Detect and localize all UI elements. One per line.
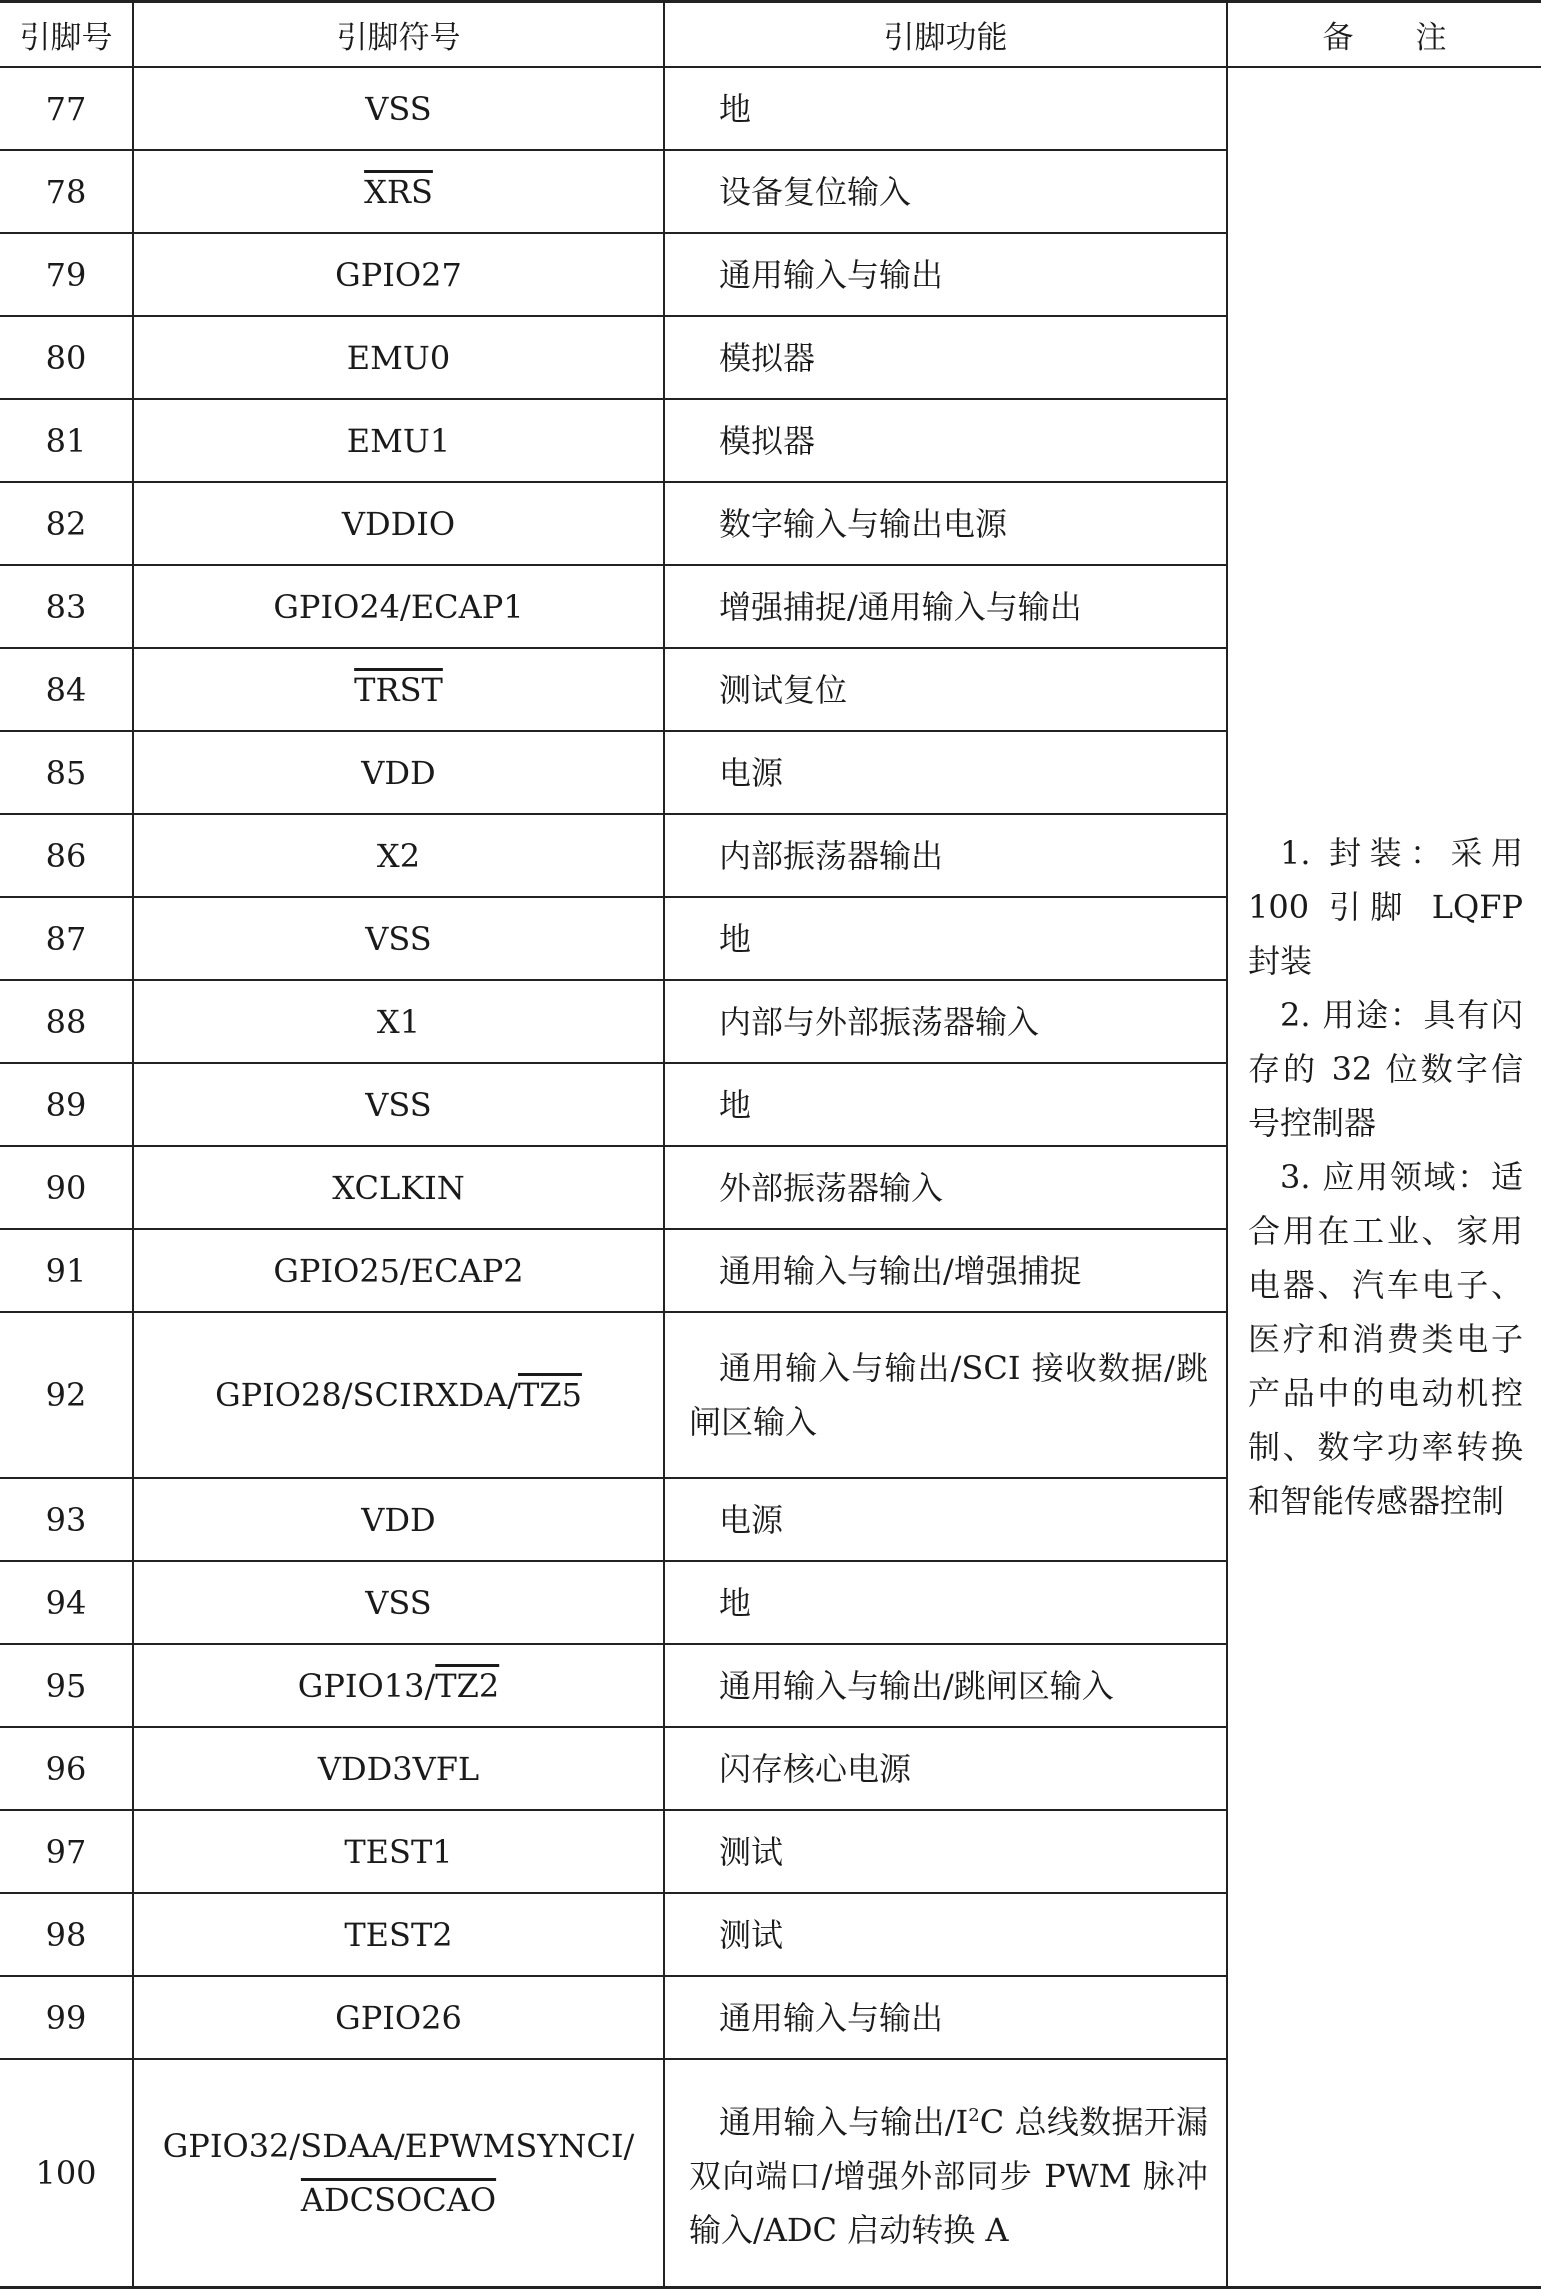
- active-low-symbol: TZ5: [518, 1376, 582, 1414]
- pin-symbol-cell: VSS: [365, 919, 432, 958]
- pin-number-cell: 83: [45, 587, 87, 626]
- pin-symbol-cell: VDDIO: [341, 504, 456, 543]
- header-pin-function: 引脚功能: [883, 20, 1008, 56]
- pin-function-cell: 数字输入与输出电源: [719, 504, 1008, 543]
- pin-number-cell: 88: [45, 1002, 87, 1041]
- pin-number-cell: 82: [45, 504, 87, 543]
- pin-number-cell: 84: [45, 670, 87, 709]
- pin-symbol-cell: X2: [376, 836, 421, 875]
- header-pin-number: 引脚号: [19, 20, 113, 56]
- remark-item: 3. 应用领域：适合用在工业、家用电器、汽车电子、医疗和消费类电子产品中的电动机控制、数字功率转换和智能传感器控制: [1248, 1158, 1523, 1520]
- pin-number-cell: 77: [45, 89, 87, 128]
- pin-symbol-cell: TEST1: [344, 1832, 453, 1871]
- symbol-part: GPIO13/: [297, 1666, 436, 1705]
- pin-symbol-cell: [134, 1313, 663, 1477]
- pin-symbol-cell: EMU1: [346, 421, 451, 460]
- pin-symbol-cell: VDD: [361, 1500, 436, 1539]
- pin-symbol-cell: GPIO27: [335, 255, 462, 294]
- pin-symbol-cell: TEST2: [344, 1915, 453, 1954]
- pin-symbol-cell: X1: [376, 1002, 421, 1041]
- function-part: C 总线数据开漏双向端口/增强外部同步 PWM 脉冲输入/ADC 启动转换 A: [689, 2103, 1208, 2249]
- pin-symbol-cell: EMU0: [346, 338, 451, 377]
- pin-function-cell: 外部振荡器输入: [719, 1168, 944, 1207]
- symbol-part: GPIO32/SDAA/EPWMSYNCI/: [162, 2127, 635, 2165]
- rule-bottom: [0, 2286, 1541, 2289]
- pin-symbol-cell: VDD3VFL: [317, 1749, 480, 1788]
- pin-function-cell: 通用输入与输出/增强捕捉: [719, 1251, 1082, 1290]
- pin-number-cell: 95: [45, 1666, 87, 1705]
- function-part: 通用输入与输出/I: [719, 2103, 969, 2141]
- pin-function-cell: 设备复位输入: [719, 172, 912, 211]
- active-low-symbol: ADCSOCAO: [300, 2181, 497, 2219]
- pin-symbol-cell: VSS: [365, 1085, 432, 1124]
- pin-function-cell: 模拟器: [719, 338, 816, 377]
- pin-symbol-cell: XCLKIN: [332, 1168, 465, 1207]
- pin-function-cell: 地: [719, 919, 752, 958]
- pin-symbol-cell: [134, 151, 663, 232]
- pin-function-cell: 测试复位: [719, 670, 848, 709]
- pin-number-cell: 81: [45, 421, 87, 460]
- pin-number-cell: 90: [45, 1168, 87, 1207]
- pin-symbol-cell: [134, 2060, 663, 2286]
- pin-symbol-cell: VDD: [361, 753, 436, 792]
- pin-symbol-cell: GPIO26: [335, 1998, 462, 2037]
- pin-function-cell: [665, 2060, 1226, 2286]
- active-low-symbol: TZ2: [435, 1666, 500, 1705]
- pin-function-cell: 模拟器: [719, 421, 816, 460]
- remarks-cell: [1228, 68, 1541, 2286]
- pin-function-cell: 电源: [719, 753, 784, 792]
- pin-number-cell: 96: [45, 1749, 87, 1788]
- pin-symbol-cell: GPIO24/ECAP1: [273, 587, 524, 626]
- pin-symbol-cell: [134, 649, 663, 730]
- pin-function-cell: 地: [719, 1583, 752, 1622]
- pin-symbol-cell: GPIO25/ECAP2: [273, 1251, 524, 1290]
- pin-number-cell: 91: [45, 1251, 87, 1290]
- pin-number-cell: 80: [45, 338, 87, 377]
- pin-symbol-cell: VSS: [365, 89, 432, 128]
- pin-function-cell: [665, 1313, 1226, 1477]
- pin-number-cell: 92: [45, 1376, 87, 1414]
- pin-symbol-cell: [134, 1645, 663, 1726]
- pin-number-cell: 93: [45, 1500, 87, 1539]
- pin-number-cell: 86: [45, 836, 87, 875]
- pin-function-cell: 内部振荡器输出: [719, 836, 944, 875]
- pin-number-cell: 89: [45, 1085, 87, 1124]
- pin-function-cell: 测试: [719, 1915, 784, 1954]
- pin-number-cell: 99: [45, 1998, 87, 2037]
- active-low-symbol: $\overline{XRS}$: [364, 172, 433, 211]
- pin-function-text: [689, 2089, 1208, 2257]
- pin-function-cell: 电源: [719, 1500, 784, 1539]
- pin-number-cell: 97: [45, 1832, 87, 1871]
- pin-function-cell: 通用输入与输出: [719, 255, 944, 294]
- superscript: 2: [968, 2105, 980, 2126]
- pin-number-cell: 79: [45, 255, 87, 294]
- active-low-symbol: TRST: [354, 670, 443, 709]
- pin-function-cell: 地: [719, 1085, 752, 1124]
- pin-function-cell: 内部与外部振荡器输入: [719, 1002, 1040, 1041]
- pin-function-cell: 闪存核心电源: [719, 1749, 912, 1788]
- pin-function-cell: 通用输入与输出/跳闸区输入: [719, 1666, 1114, 1705]
- remarks-list: [1248, 826, 1523, 1528]
- pin-function-cell: 测试: [719, 1832, 784, 1871]
- header-pin-symbol: 引脚符号: [336, 20, 461, 56]
- pin-symbol-cell: VSS: [365, 1583, 432, 1622]
- header-remarks: 备 注: [1322, 20, 1447, 56]
- pin-function-cell: 增强捕捉/通用输入与输出: [719, 587, 1082, 626]
- pin-number-cell: 94: [45, 1583, 87, 1622]
- symbol-part: GPIO28/SCIRXDA/: [215, 1376, 518, 1414]
- pin-function-cell: 通用输入与输出: [719, 1998, 944, 2037]
- pin-number-cell: 87: [45, 919, 87, 958]
- pin-function-text: 通用输入与输出/SCI 接收数据/跳闸区输入: [689, 1349, 1208, 1441]
- pin-function-cell: 地: [719, 89, 752, 128]
- pin-number-cell: 85: [45, 753, 87, 792]
- remark-item: 1. 封装：采用 100 引脚 LQFP 封装: [1248, 834, 1523, 980]
- pin-number-cell: 78: [45, 172, 87, 211]
- pin-number-cell: 98: [45, 1915, 87, 1954]
- remark-item: 2. 用途：具有闪存的 32 位数字信号控制器: [1248, 996, 1523, 1142]
- pin-number-cell: 100: [35, 2154, 97, 2192]
